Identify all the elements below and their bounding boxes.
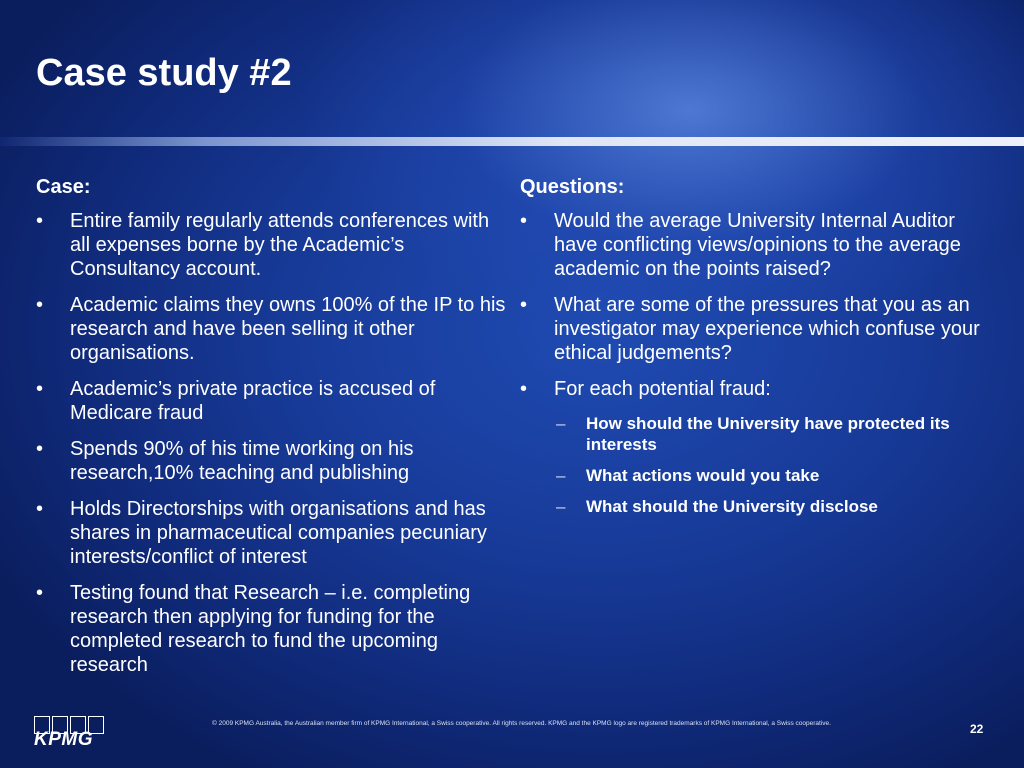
bullet-icon: •: [36, 582, 44, 604]
case-column: [36, 175, 506, 689]
page-number: 22: [970, 722, 984, 736]
list-item: • Entire family regularly attends conferences with all expenses borne by the Academic’s Consultancy account.: [36, 210, 490, 280]
list-item: • Academic claims they owns 100% of the IP to his research and have been selling it other organisations.: [36, 294, 506, 364]
sub-list-item: – How should the University have protected its interests: [556, 414, 950, 454]
bullet-icon: •: [520, 210, 528, 232]
dash-icon: –: [556, 466, 566, 485]
list-item: • For each potential fraud:: [520, 378, 771, 400]
questions-heading: Questions:: [520, 176, 625, 198]
dash-icon: –: [556, 497, 566, 516]
bullet-icon: •: [520, 294, 528, 316]
bullet-icon: •: [36, 294, 44, 316]
list-item: • Spends 90% of his time working on his research,10% teaching and publishing: [36, 438, 414, 484]
dash-icon: –: [556, 414, 566, 433]
fraud-sub-list: [520, 413, 990, 517]
list-item: • Testing found that Research – i.e. completing research then applying for funding for the completed research to fund the upcoming research: [36, 582, 471, 676]
case-heading: Case:: [36, 176, 91, 198]
kpmg-logo: [34, 716, 114, 752]
bullet-icon: •: [36, 438, 44, 460]
copyright-notice: © 2009 KPMG Australia, the Australian member firm of KPMG International, a Swiss cooperative. All rights reserved. KPMG and the KPMG logo are registered trademarks of KPMG International, a Swiss cooperative.: [212, 720, 831, 727]
bullet-icon: •: [520, 378, 528, 400]
questions-column: [520, 175, 990, 527]
slide-title: Case study #2: [36, 52, 292, 94]
questions-list: [520, 209, 990, 401]
bullet-icon: •: [36, 378, 44, 400]
bullet-icon: •: [36, 498, 44, 520]
sub-list-item: – What should the University disclose: [556, 497, 878, 516]
list-item: • Would the average University Internal Auditor have conflicting views/opinions to the average academic on the points raised?: [520, 210, 961, 280]
logo-wordmark: KPMG: [34, 729, 93, 750]
sub-list-item: – What actions would you take: [556, 466, 820, 485]
list-item: • Holds Directorships with organisations and has shares in pharmaceutical companies pecuniary interests/conflict of interest: [36, 498, 487, 568]
case-list: [36, 209, 506, 677]
list-item: • What are some of the pressures that you as an investigator may experience which confuse your ethical judgements?: [520, 294, 980, 364]
list-item: • Academic’s private practice is accused of Medicare fraud: [36, 378, 436, 424]
title-divider: [0, 137, 1024, 146]
bullet-icon: •: [36, 210, 44, 232]
